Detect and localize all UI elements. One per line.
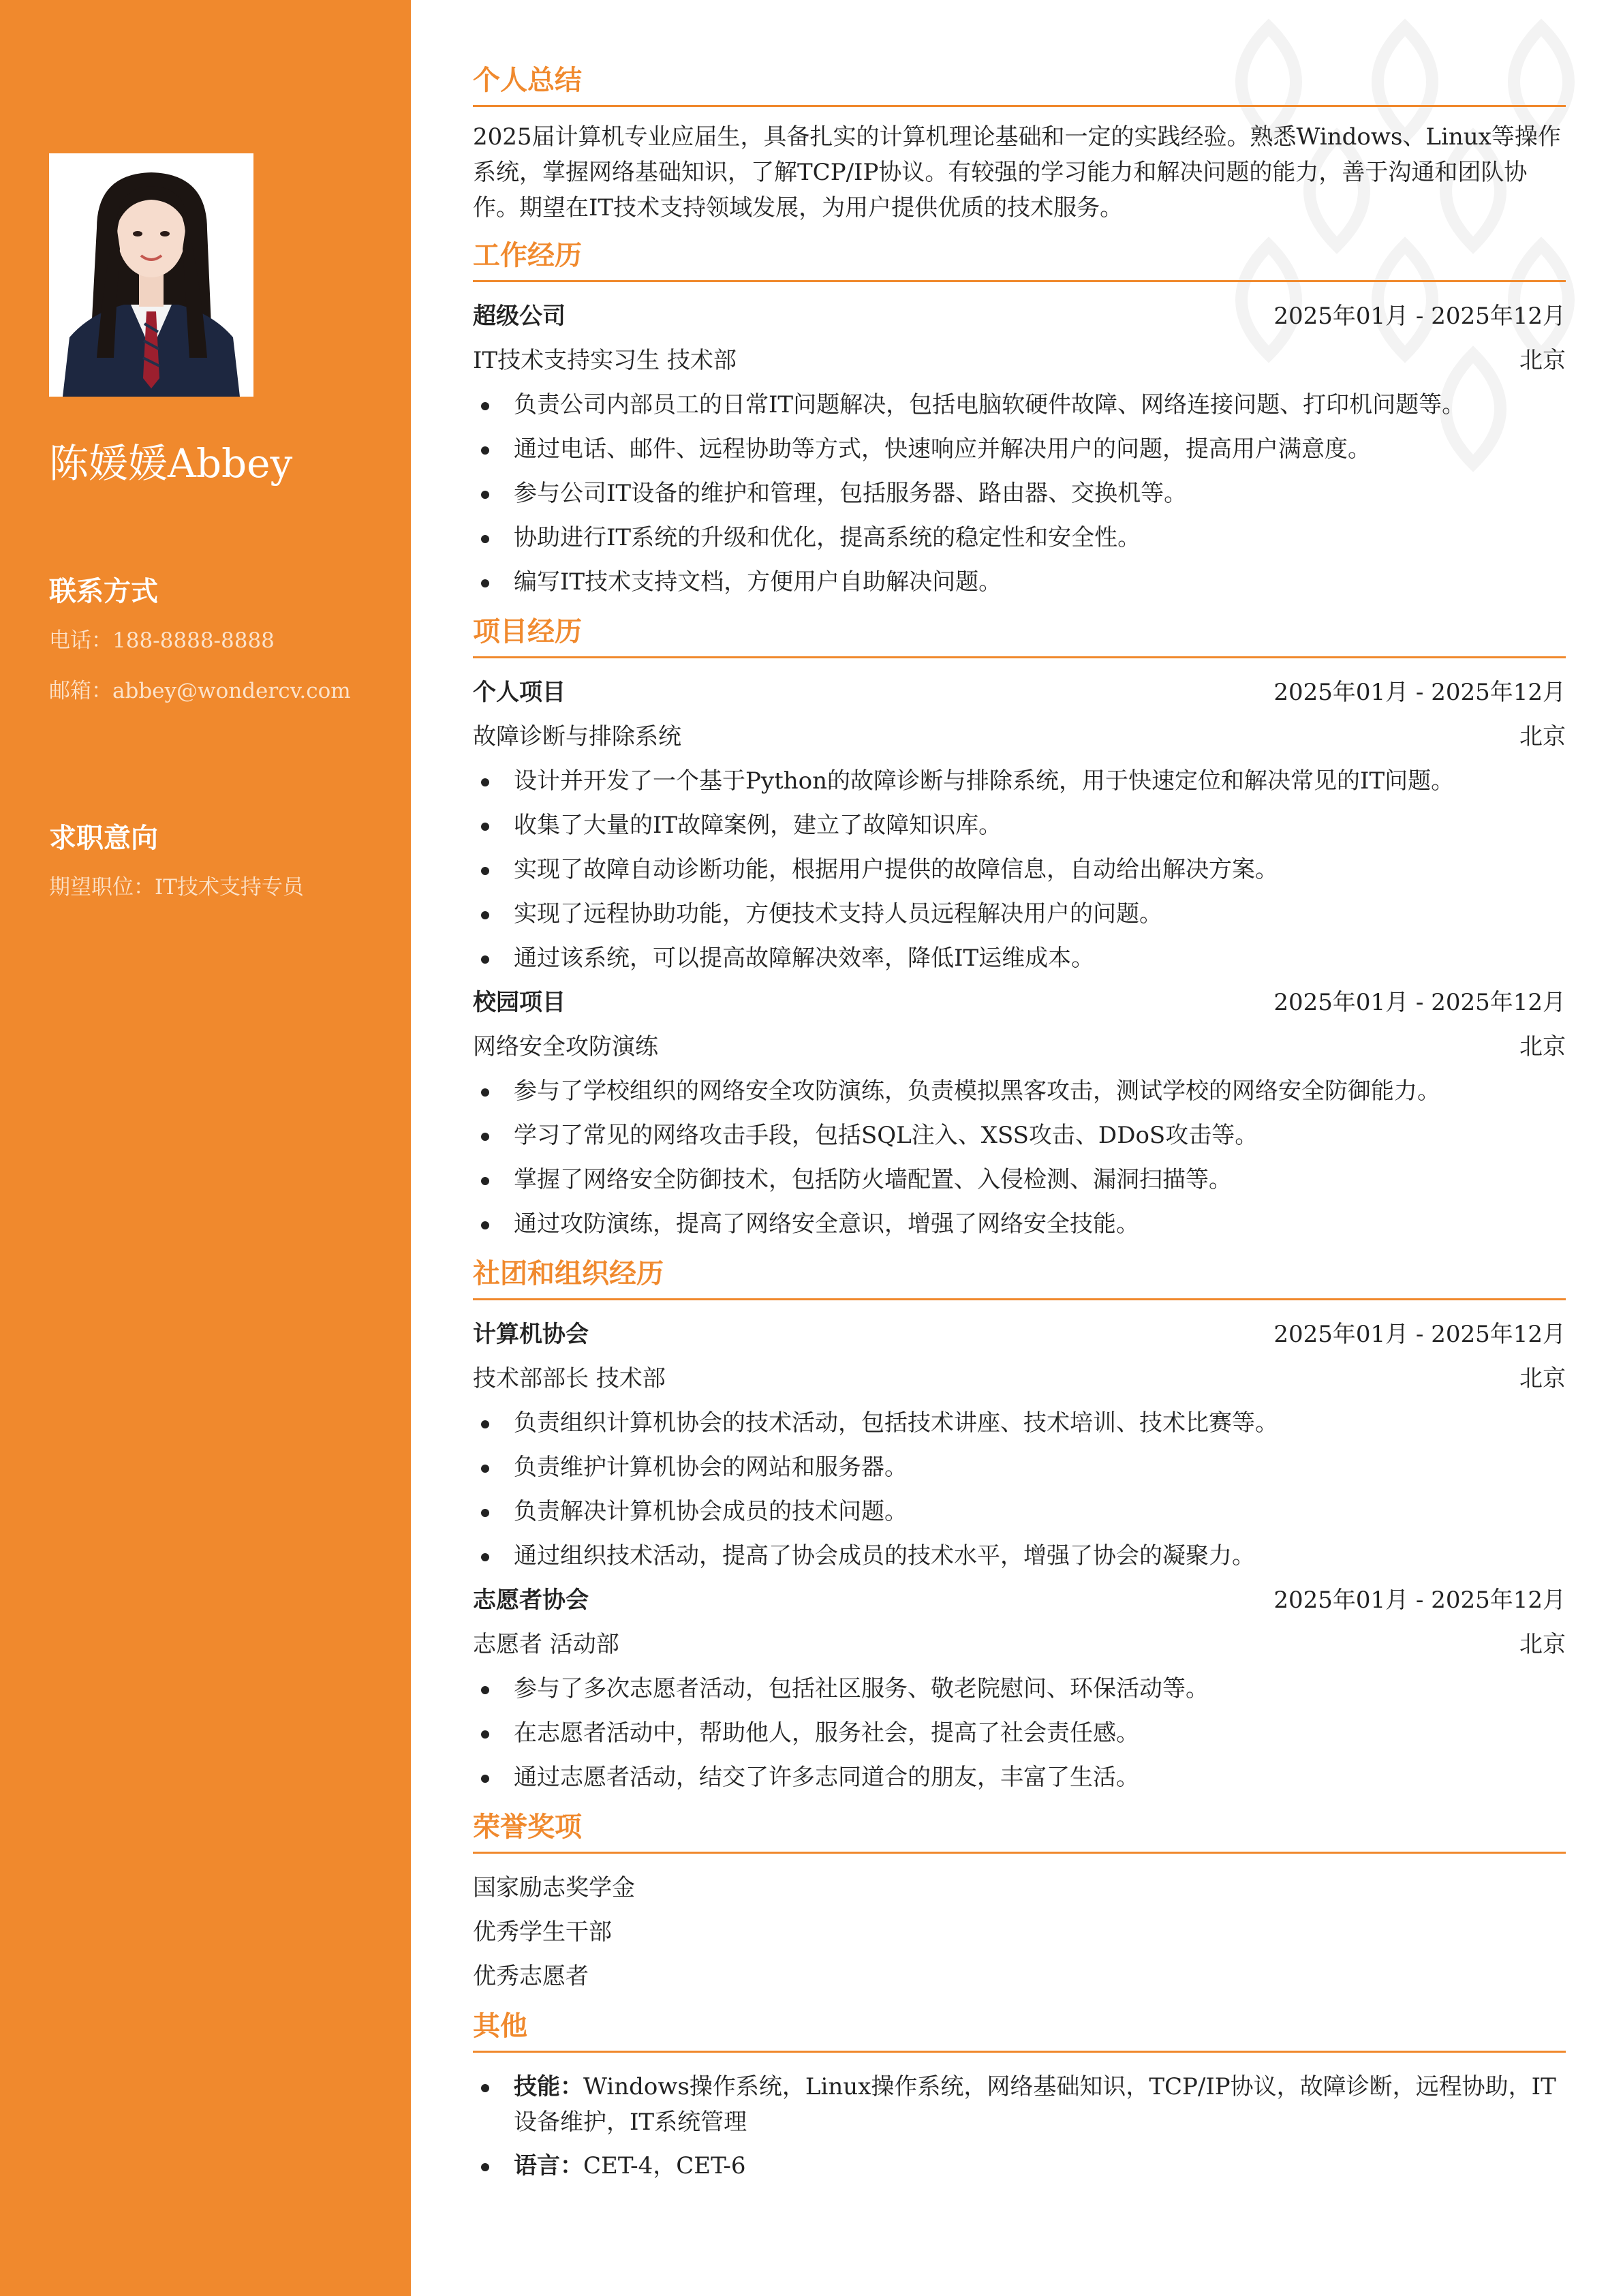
profile-photo xyxy=(49,153,253,397)
bullet-item: 收集了大量的IT故障案例，建立了故障知识库。 xyxy=(473,803,1566,848)
bullet-item: 实现了故障自动诊断功能，根据用户提供的故障信息，自动给出解决方案。 xyxy=(473,848,1566,892)
entry-subheader xyxy=(473,1623,1566,1667)
bullet-item: 负责公司内部员工的日常IT问题解决，包括电脑软硬件故障、网络连接问题、打印机问题等。 xyxy=(473,383,1566,427)
entry-header xyxy=(473,671,1566,715)
entry-date: 2025年01月 - 2025年12月 xyxy=(1273,303,1566,330)
entry-org: 超级公司 xyxy=(473,303,566,330)
phone-row xyxy=(49,623,362,658)
honor-item: 国家励志奖学金 xyxy=(473,1874,635,1901)
work-title: 工作经历 xyxy=(473,235,1566,282)
entry-org: 计算机协会 xyxy=(473,1321,589,1348)
bullet-item: 负责解决计算机协会成员的技术问题。 xyxy=(473,1490,1566,1534)
entry-role: IT技术支持实习生 技术部 xyxy=(473,347,737,374)
entry-role: 技术部部长 技术部 xyxy=(473,1365,666,1392)
bullet-item: 实现了远程协助功能，方便技术支持人员远程解决用户的问题。 xyxy=(473,892,1566,936)
objective-row xyxy=(49,870,362,905)
skills-item xyxy=(473,2065,1566,2144)
objective-heading: 求职意向 xyxy=(49,822,158,854)
candidate-name: 陈媛媛Abbey xyxy=(49,440,293,487)
bullet-item: 掌握了网络安全防御技术，包括防火墙配置、入侵检测、漏洞扫描等。 xyxy=(473,1158,1566,1202)
entry-header xyxy=(473,1578,1566,1623)
skills-value: Windows操作系统，Linux操作系统，网络基础知识，TCP/IP协议，故障诊断，远程协助，IT设备维护，IT系统管理 xyxy=(514,2073,1556,2136)
other-section xyxy=(473,2006,1566,2188)
entry-subheader xyxy=(473,1357,1566,1401)
entry-location: 北京 xyxy=(1519,347,1566,374)
bullet-item: 通过组织技术活动，提高了协会成员的技术水平，增强了协会的凝聚力。 xyxy=(473,1534,1566,1578)
entry-subheader xyxy=(473,715,1566,759)
email-value: abbey@wondercv.com xyxy=(112,679,351,703)
entry-bullets xyxy=(473,1667,1566,1800)
entry-subheader xyxy=(473,1025,1566,1069)
honors-title: 荣誉奖项 xyxy=(473,1807,1566,1854)
work-section xyxy=(473,235,1566,604)
objective-label: 期望职位： xyxy=(49,875,155,900)
bullet-item: 协助进行IT系统的升级和优化，提高系统的稳定性和安全性。 xyxy=(473,516,1566,560)
bullet-item: 通过电话、邮件、远程协助等方式，快速响应并解决用户的问题，提高用户满意度。 xyxy=(473,427,1566,472)
entry-bullets xyxy=(473,1069,1566,1246)
portrait-illustration xyxy=(49,153,253,397)
entry-header xyxy=(473,981,1566,1025)
bullet-item: 参与公司IT设备的维护和管理，包括服务器、路由器、交换机等。 xyxy=(473,472,1566,516)
email-label: 邮箱： xyxy=(49,679,112,703)
projects-title: 项目经历 xyxy=(473,611,1566,658)
phone-label: 电话： xyxy=(49,628,112,653)
phone-value: 188-8888-8888 xyxy=(112,628,275,653)
entry-org: 校园项目 xyxy=(473,989,566,1016)
entry-location: 北京 xyxy=(1519,723,1566,750)
honor-item: 优秀学生干部 xyxy=(473,1918,612,1946)
entry-role: 网络安全攻防演练 xyxy=(473,1033,658,1060)
clubs-title: 社团和组织经历 xyxy=(473,1253,1566,1300)
entry-location: 北京 xyxy=(1519,1365,1566,1392)
language-value: CET-4，CET-6 xyxy=(583,2152,746,2179)
entry-header xyxy=(473,1313,1566,1357)
honors-section xyxy=(473,1807,1566,1999)
entry-location: 北京 xyxy=(1519,1033,1566,1060)
bullet-item: 编写IT技术支持文档，方便用户自助解决问题。 xyxy=(473,560,1566,604)
other-title: 其他 xyxy=(473,2006,1566,2053)
entry-org: 志愿者协会 xyxy=(473,1587,589,1614)
contact-heading: 联系方式 xyxy=(49,575,158,607)
email-row xyxy=(49,673,362,709)
entry-date: 2025年01月 - 2025年12月 xyxy=(1273,1321,1566,1348)
objective-value: IT技术支持专员 xyxy=(155,875,304,900)
entry-role: 故障诊断与排除系统 xyxy=(473,723,681,750)
clubs-section xyxy=(473,1253,1566,1800)
entry-bullets xyxy=(473,1401,1566,1578)
entry-subheader xyxy=(473,339,1566,383)
bullet-item: 在志愿者活动中，帮助他人，服务社会，提高了社会责任感。 xyxy=(473,1711,1566,1756)
entry-date: 2025年01月 - 2025年12月 xyxy=(1273,679,1566,706)
bullet-item: 负责维护计算机协会的网站和服务器。 xyxy=(473,1445,1566,1490)
entry-location: 北京 xyxy=(1519,1631,1566,1658)
skills-label: 技能： xyxy=(514,2073,583,2100)
entry-date: 2025年01月 - 2025年12月 xyxy=(1273,1587,1566,1614)
summary-title: 个人总结 xyxy=(473,60,1566,107)
bullet-item: 负责组织计算机协会的技术活动，包括技术讲座、技术培训、技术比赛等。 xyxy=(473,1401,1566,1445)
sidebar xyxy=(0,0,411,2296)
language-item xyxy=(473,2144,1566,2188)
other-bullets xyxy=(473,2065,1566,2188)
language-label: 语言： xyxy=(514,2152,583,2179)
resume-main xyxy=(473,60,1566,2195)
bullet-item: 通过该系统，可以提高故障解决效率，降低IT运维成本。 xyxy=(473,936,1566,981)
summary-section xyxy=(473,60,1566,226)
bullet-item: 参与了多次志愿者活动，包括社区服务、敬老院慰问、环保活动等。 xyxy=(473,1667,1566,1711)
bullet-item: 参与了学校组织的网络安全攻防演练，负责模拟黑客攻击，测试学校的网络安全防御能力。 xyxy=(473,1069,1566,1114)
entry-bullets xyxy=(473,759,1566,981)
bullet-item: 通过攻防演练，提高了网络安全意识，增强了网络安全技能。 xyxy=(473,1202,1566,1246)
bullet-item: 设计并开发了一个基于Python的故障诊断与排除系统，用于快速定位和解决常见的IT问题。 xyxy=(473,759,1566,803)
projects-section xyxy=(473,611,1566,1246)
entry-header xyxy=(473,294,1566,339)
entry-role: 志愿者 活动部 xyxy=(473,1631,619,1658)
bullet-item: 学习了常见的网络攻击手段，包括SQL注入、XSS攻击、DDoS攻击等。 xyxy=(473,1114,1566,1158)
summary-text: 2025届计算机专业应届生，具备扎实的计算机理论基础和一定的实践经验。熟悉Windows、Linux等操作系统，掌握网络基础知识，了解TCP/IP协议。有较强的学习能力和解决问题的能力，善于沟通和团队协作。期望在IT技术支持领域发展，为用户提供优质的技术服务。 xyxy=(473,123,1561,221)
entry-date: 2025年01月 - 2025年12月 xyxy=(1273,989,1566,1016)
entry-bullets xyxy=(473,383,1566,604)
honor-item: 优秀志愿者 xyxy=(473,1963,589,1990)
entry-org: 个人项目 xyxy=(473,679,566,706)
bullet-item: 通过志愿者活动，结交了许多志同道合的朋友，丰富了生活。 xyxy=(473,1756,1566,1800)
